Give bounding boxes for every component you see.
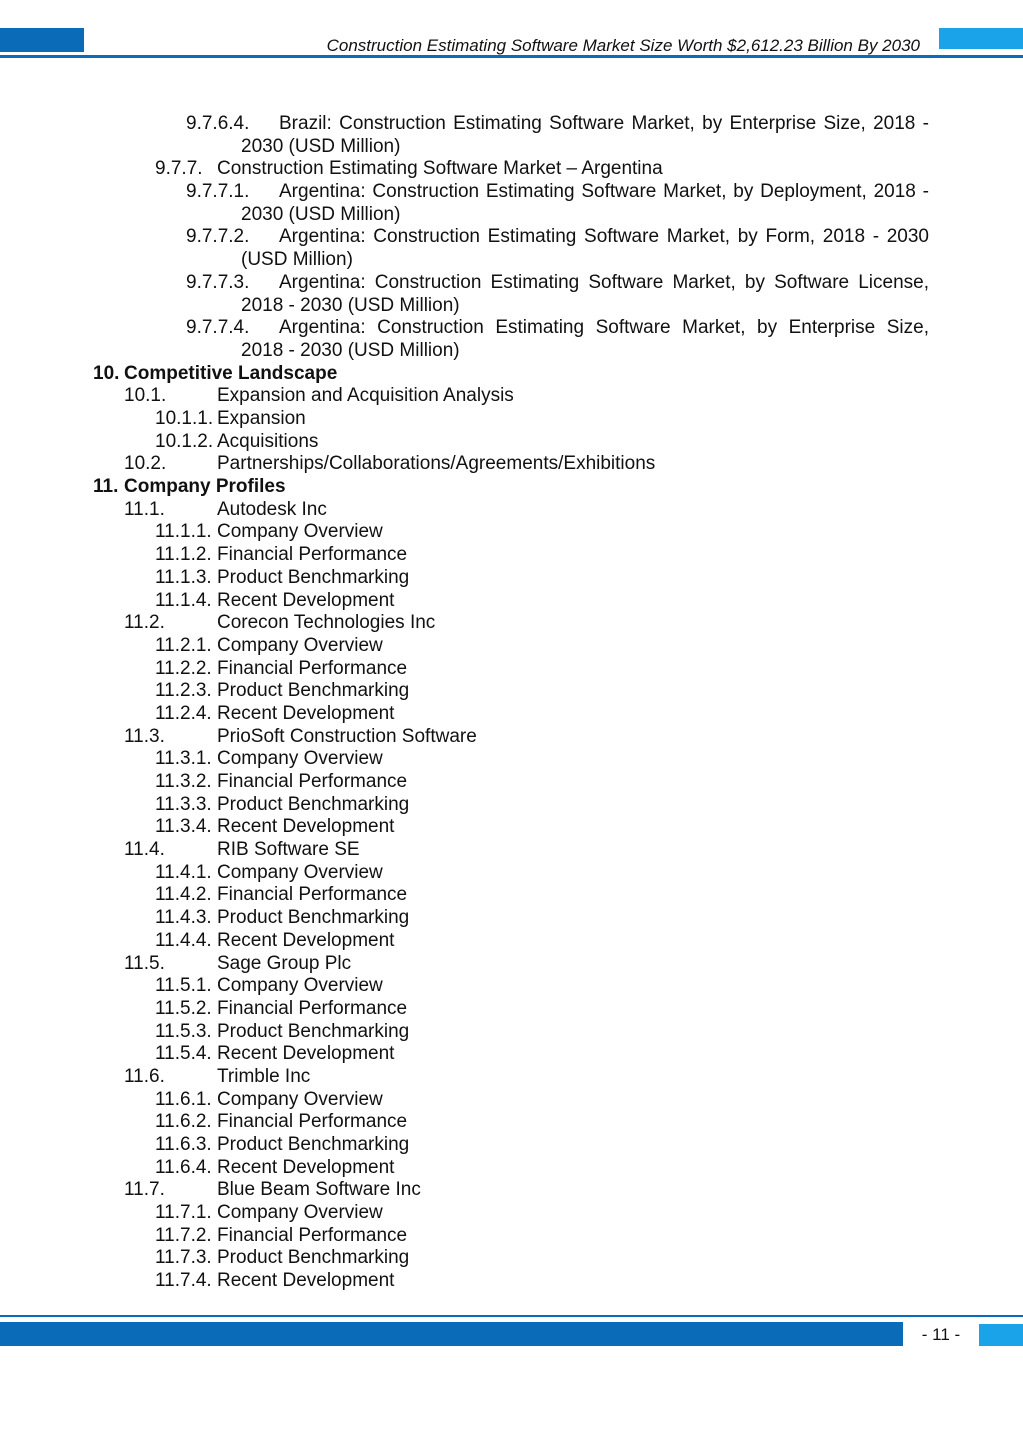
toc-entry-title: Product Benchmarking [217,566,410,588]
toc-entry [0,567,1023,590]
toc-entry [0,612,1023,635]
toc-entry-title: Corecon Technologies Inc [217,612,436,634]
toc-entry [0,431,1023,454]
toc-entry [0,930,1023,953]
toc-entry [0,839,1023,862]
toc-entry-number: 11.3.4. [155,816,212,838]
toc-entry-title: Product Benchmarking [217,907,410,929]
toc-entry-title: Financial Performance [217,997,408,1019]
toc-entry-number: 11.1.1. [155,521,212,543]
toc-entry-title: Company Overview [217,975,383,997]
toc-entry [0,703,1023,726]
toc-entry [0,158,1023,181]
toc-entry-number: 11.4.3. [155,907,212,929]
toc-entry [0,953,1023,976]
toc-entry-number: 11.2. [124,612,165,634]
toc-entry-title: Financial Performance [217,1111,408,1133]
toc-entry-number: 9.7.7.1. [186,181,250,203]
toc-entry-title: Trimble Inc [217,1065,311,1087]
toc-entry-number: 11. [93,476,119,498]
page-number: - 11 - [921,1325,961,1344]
toc-entry-title: Sage Group Plc [217,952,352,974]
toc-entry-number: 11.6.3. [155,1134,212,1156]
toc-entry-title: Recent Development [217,929,395,951]
toc-entry-title: Financial Performance [217,1224,408,1246]
toc-entry [0,1225,1023,1248]
toc-entry-title: Product Benchmarking [217,1247,410,1269]
toc-entry [0,1089,1023,1112]
toc-entry-number: 11.4.1. [155,861,212,883]
toc-entry-number: 9.7.7.4. [186,317,250,339]
toc-entry-title: Autodesk Inc [217,498,327,520]
toc-entry-title: Recent Development [217,816,395,838]
toc-entry-title: Financial Performance [217,884,408,906]
toc-entry-number: 11.4.4. [155,929,212,951]
toc-entry [0,1066,1023,1089]
toc-entry [0,794,1023,817]
toc-entry-title: PrioSoft Construction Software [217,725,477,747]
footer-rule [0,1315,1023,1317]
toc-entry-number: 11.7.2. [155,1224,212,1246]
toc-entry-title: Argentina: Construction Estimating Software Market, by Deployment, 2018 - 2030 (USD Million) [241,181,929,225]
toc-entry-title: Product Benchmarking [217,1134,410,1156]
toc-entry-number: 11.5.2. [155,997,212,1019]
toc-entry [0,1043,1023,1066]
toc-entry [0,998,1023,1021]
toc-entry-number: 11.7.4. [155,1270,212,1292]
toc-entry-number: 11.2.3. [155,680,212,702]
header-title: Construction Estimating Software Market Size Worth $2,612.23 Billion By 2030 [326,36,920,55]
toc-entry [0,658,1023,681]
toc-entry-title: Financial Performance [217,771,408,793]
toc-entry [0,726,1023,749]
toc-entry-title: Blue Beam Software Inc [217,1179,421,1201]
toc-entry-title: Brazil: Construction Estimating Software Market, by Enterprise Size, 2018 - 2030 (USD Million) [241,113,929,157]
toc-entry-title: Argentina: Construction Estimating Software Market, by Form, 2018 - 2030 (USD Million) [241,226,929,271]
toc-entry [0,1134,1023,1157]
toc-entry-number: 11.6. [124,1065,165,1087]
toc-entry-title: Expansion [217,408,306,430]
toc-entry-title: Recent Development [217,1270,395,1292]
toc-entry-number: 11.2.2. [155,657,212,679]
toc-entry-title: Recent Development [217,1043,395,1065]
toc-entry-title: Financial Performance [217,657,408,679]
toc-entry [0,748,1023,771]
toc-entry-title: Recent Development [217,1156,395,1178]
toc-entry [0,1111,1023,1134]
toc-entry [0,1270,1023,1293]
toc-entry-title: Acquisitions [217,430,319,452]
footer-bar [0,1322,903,1346]
toc-entry [0,907,1023,930]
toc-entry [0,635,1023,658]
toc-entry [0,385,1023,408]
toc-entry [0,1179,1023,1202]
toc-entry-title: Company Overview [217,1202,383,1224]
toc-entry-number: 10.1. [124,385,167,407]
toc-chapter [0,363,1023,386]
toc-entry [0,1157,1023,1180]
toc-chapter [0,476,1023,499]
toc-entry-number: 11.4. [124,839,165,861]
toc-entry-title: Competitive Landscape [124,362,338,384]
toc-entry-title: Product Benchmarking [217,1020,410,1042]
toc-entry [0,771,1023,794]
toc-entry-number: 11.7.3. [155,1247,212,1269]
toc-entry-number: 9.7.7.3. [186,271,250,293]
toc-entry [0,272,1023,317]
toc-entry-number: 9.7.7.2. [186,226,250,248]
toc-entry [0,884,1023,907]
table-of-contents [0,113,1023,1293]
toc-entry-number: 11.1. [124,498,165,520]
toc-entry-title: Company Overview [217,634,383,656]
toc-entry-title: Recent Development [217,589,395,611]
toc-entry-number: 9.7.6.4. [186,113,250,134]
toc-entry-title: Recent Development [217,702,395,724]
toc-entry-title: Argentina: Construction Estimating Software Market, by Enterprise Size, 2018 - 2030 (USD Million) [241,317,929,361]
toc-entry-number: 10.2. [124,453,167,475]
toc-entry-number: 11.6.2. [155,1111,212,1133]
toc-entry [0,590,1023,613]
toc-entry [0,862,1023,885]
toc-entry [0,453,1023,476]
toc-entry-number: 11.5.3. [155,1020,212,1042]
toc-entry-number: 11.5. [124,952,165,974]
footer-accent-right [979,1324,1023,1346]
toc-entry-title: Partnerships/Collaborations/Agreements/Exhibitions [217,453,656,475]
toc-entry-title: Expansion and Acquisition Analysis [217,385,514,407]
toc-entry-title: Company Profiles [124,476,286,498]
toc-entry-number: 10. [93,362,120,384]
header-accent-right [939,28,1023,49]
header-rule [0,55,1023,58]
toc-entry-title: RIB Software SE [217,839,360,861]
toc-entry [0,408,1023,431]
toc-entry-title: Financial Performance [217,544,408,566]
toc-entry-title: Product Benchmarking [217,793,410,815]
toc-entry-number: 10.1.1. [155,408,214,430]
toc-entry [0,816,1023,839]
toc-entry-number: 11.7. [124,1179,165,1201]
toc-entry [0,1202,1023,1225]
toc-entry-number: 11.1.2. [155,544,212,566]
toc-entry-number: 11.6.1. [155,1088,212,1110]
toc-entry-number: 11.5.1. [155,975,212,997]
toc-entry-title: Product Benchmarking [217,680,410,702]
toc-entry [0,975,1023,998]
toc-entry-number: 11.6.4. [155,1156,212,1178]
toc-entry [0,499,1023,522]
toc-entry-number: 11.2.1. [155,634,212,656]
toc-entry-number: 11.3.1. [155,748,212,770]
toc-entry-number: 11.1.4. [155,589,212,611]
toc-entry-title: Company Overview [217,861,383,883]
toc-entry-title: Company Overview [217,1088,383,1110]
toc-entry-title: Company Overview [217,521,383,543]
toc-entry-number: 11.3.3. [155,793,212,815]
toc-entry-number: 11.3. [124,725,165,747]
toc-entry-title: Construction Estimating Software Market – Argentina [217,158,663,180]
toc-entry [0,226,1023,271]
toc-entry-title: Argentina: Construction Estimating Software Market, by Software License, 2018 - 2030 (USD Million) [241,271,929,316]
toc-entry [0,1021,1023,1044]
toc-entry [0,544,1023,567]
toc-entry-number: 11.4.2. [155,884,212,906]
toc-entry-number: 11.3.2. [155,771,212,793]
toc-entry-number: 10.1.2. [155,430,214,452]
toc-entry-number: 11.5.4. [155,1043,212,1065]
toc-entry [0,521,1023,544]
toc-entry-title: Company Overview [217,748,383,770]
toc-entry [0,317,1023,362]
toc-entry-number: 11.7.1. [155,1202,212,1224]
toc-entry-number: 11.2.4. [155,702,212,724]
toc-entry [0,113,1023,158]
toc-entry [0,680,1023,703]
toc-entry-number: 11.1.3. [155,566,212,588]
toc-entry-number: 9.7.7. [155,158,203,180]
toc-entry [0,181,1023,226]
toc-entry [0,1247,1023,1270]
